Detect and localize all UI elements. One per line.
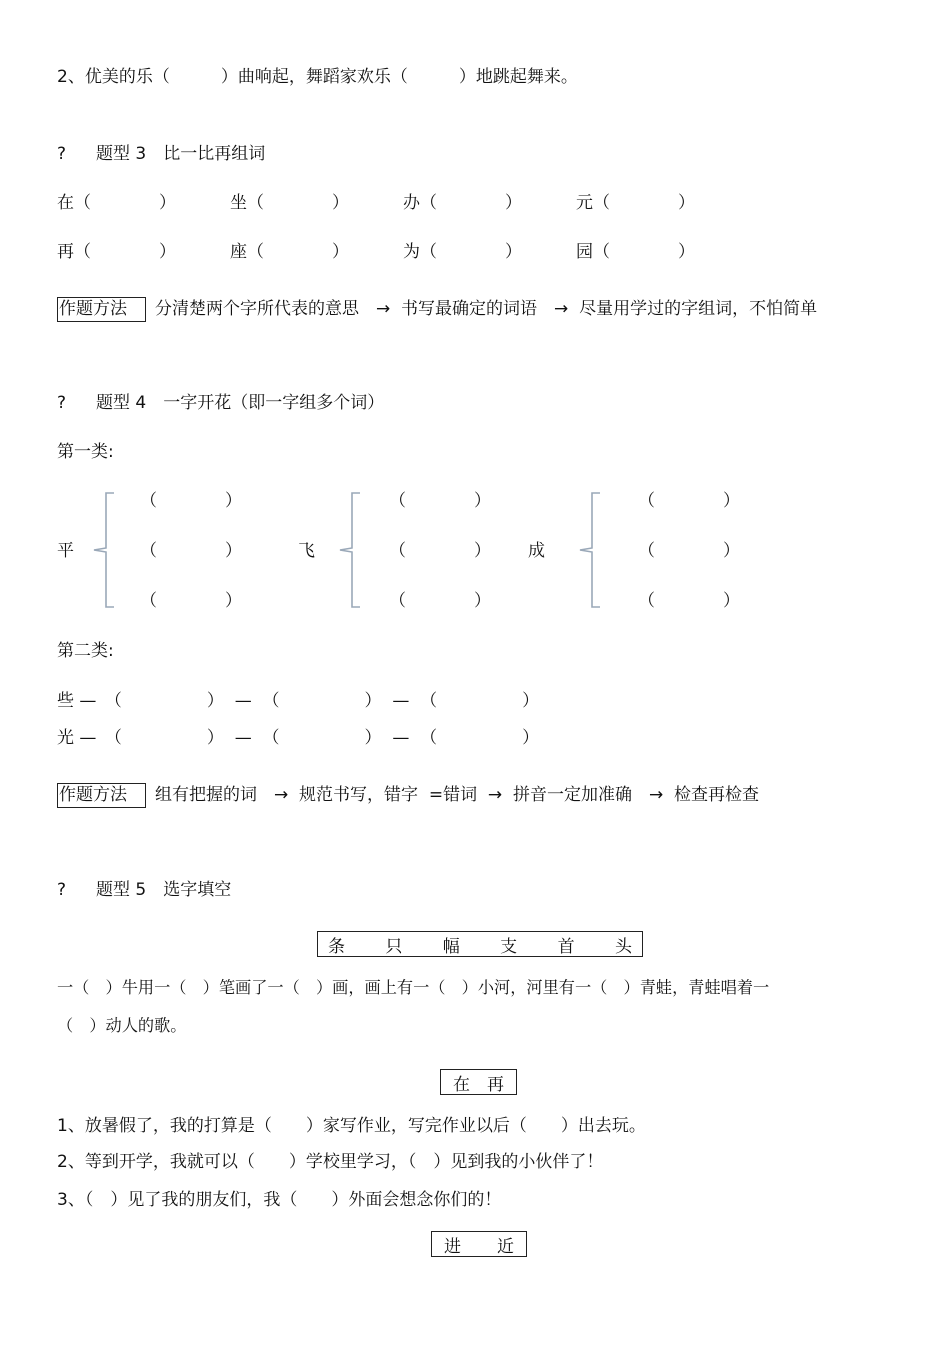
brace-icon: [88, 490, 118, 610]
compare-item: 为（ ）: [403, 242, 522, 262]
word-choice: 近: [497, 1236, 514, 1257]
paragraph-line: 一（ ）牛用一（ ）笔画了一（ ）画，画上有一（ ）小河，河里有一（ ）青蛙，青蛙唱着一: [57, 978, 770, 997]
group-blank: （ ）: [638, 591, 740, 611]
word-choice: 首: [557, 936, 575, 957]
class2-label: 第二类:: [57, 641, 114, 661]
group-blank: （ ）: [389, 541, 491, 561]
brace-icon: [334, 490, 364, 610]
method-label: 作题方法: [59, 299, 127, 319]
group-blank: （ ）: [638, 541, 740, 561]
group-blank: （ ）: [140, 491, 242, 511]
type3-title: 题型 3 比一比再组词: [96, 144, 266, 164]
type4-title: 题型 4 一字开花（即一字组多个词）: [96, 393, 385, 413]
question-2-line: 2、优美的乐（ ）曲响起，舞蹈家欢乐（ ）地跳起舞来。: [57, 67, 578, 87]
compare-item: 元（ ）: [576, 193, 695, 213]
brace-icon: [574, 490, 604, 610]
word-choice: 在: [453, 1074, 470, 1095]
group-blank: （ ）: [638, 491, 740, 511]
compare-item: 坐（ ）: [230, 193, 349, 213]
word-choice-box: [317, 931, 643, 957]
group-blank: （ ）: [389, 491, 491, 511]
method-text: 组有把握的词 → 规范书写，错字 =错词 → 拼音一定加准确 → 检查再检查: [155, 785, 760, 805]
word-choice: 条: [328, 936, 345, 957]
compare-item: 办（ ）: [403, 193, 522, 213]
word-choice: 支: [500, 936, 518, 957]
method-label: 作题方法: [59, 785, 127, 805]
sentence: 1、放暑假了，我的打算是（ ）家写作业，写完作业以后（ ）出去玩。: [57, 1116, 646, 1136]
word-chain: 些 — （ ） — （ ） — （ ）: [57, 691, 540, 711]
word-choice: 再: [487, 1074, 504, 1095]
method-text: 分清楚两个字所代表的意思 → 书写最确定的词语 → 尽量用学过的字组词，不怕简单: [155, 299, 818, 319]
word-choice-box: [440, 1069, 517, 1095]
compare-item: 座（ ）: [230, 242, 349, 262]
group-blank: （ ）: [140, 541, 242, 561]
word-choice: 进: [444, 1236, 461, 1257]
class1-label: 第一类:: [57, 442, 114, 462]
word-chain: 光 — （ ） — （ ） — （ ）: [57, 728, 540, 748]
word-choice: 幅: [442, 936, 460, 957]
word-choice: 头: [614, 936, 632, 957]
type5-title: 题型 5 选字填空: [96, 880, 232, 900]
compare-item: 再（ ）: [57, 242, 176, 262]
word-choice: 只: [385, 936, 403, 957]
sentence: 3、（ ）见了我的朋友们，我（ ）外面会想念你们的！: [57, 1190, 502, 1210]
type3-marker: ?: [57, 144, 67, 164]
compare-item: 在（ ）: [57, 193, 176, 213]
paragraph-line: （ ）动人的歌。: [57, 1016, 187, 1035]
type4-marker: ?: [57, 393, 67, 413]
method-label-box: [57, 783, 146, 808]
compare-item: 园（ ）: [576, 242, 695, 262]
sentence: 2、等到开学，我就可以（ ）学校里学习，（ ）见到我的小伙伴了！: [57, 1152, 604, 1172]
word-choice-box: [431, 1231, 527, 1257]
group-blank: （ ）: [140, 591, 242, 611]
group-blank: （ ）: [389, 591, 491, 611]
method-label-box: [57, 297, 146, 322]
group-char: 平: [57, 541, 74, 561]
type5-marker: ?: [57, 880, 67, 900]
group-char: 成: [528, 541, 545, 561]
group-char: 飞: [298, 541, 315, 561]
